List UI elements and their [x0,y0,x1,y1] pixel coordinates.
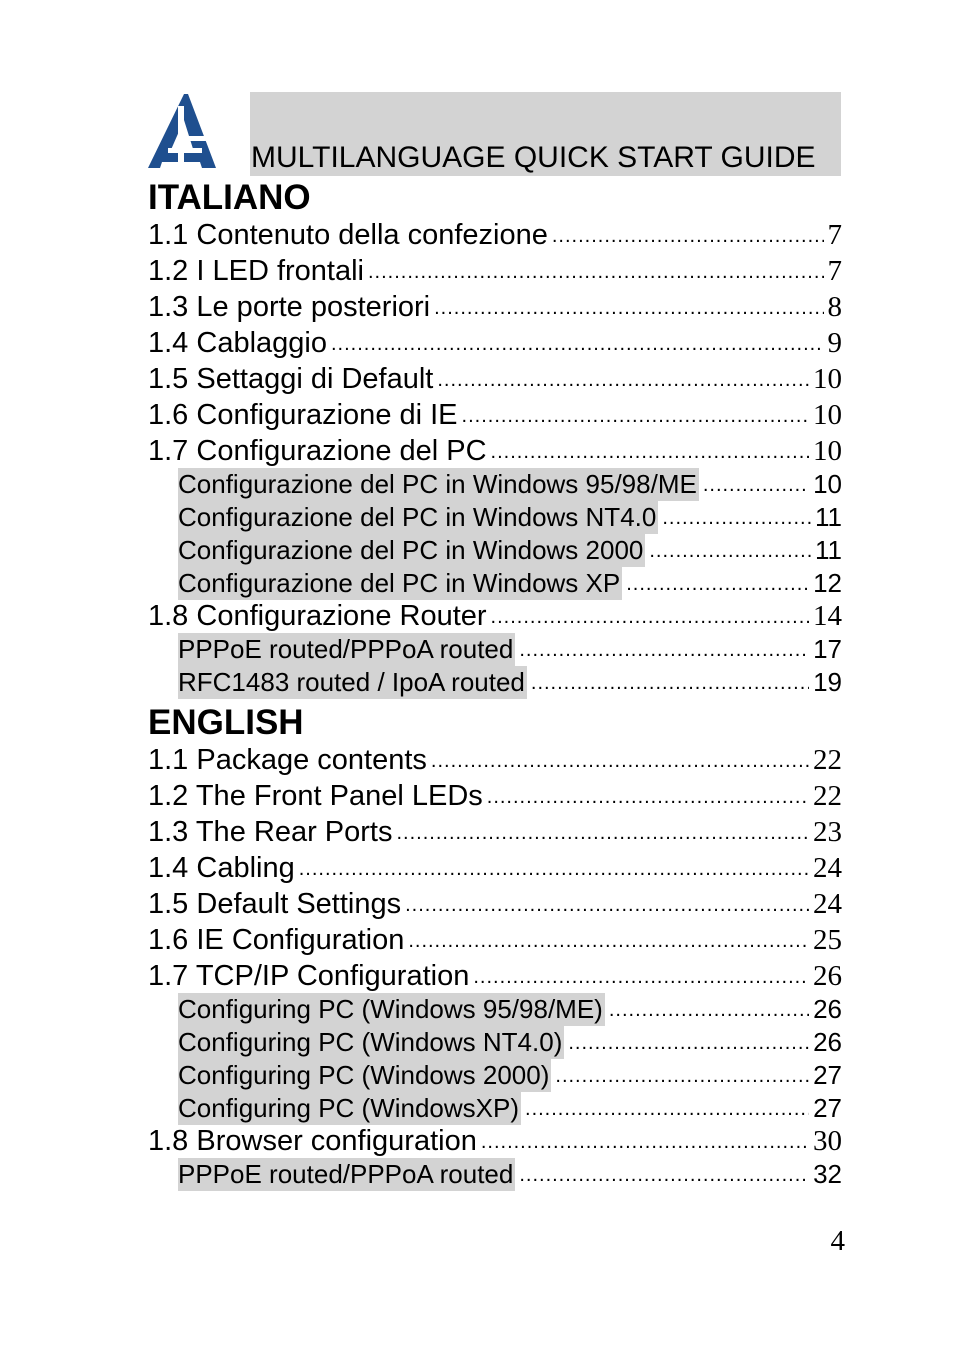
toc-dot-leader [473,958,809,994]
toc-entry [148,325,842,361]
toc-entry-label: RFC1483 routed / IpoA routed [178,667,525,697]
toc-entry [148,850,842,886]
toc-entry-label: Configuring PC (WindowsXP) [178,1093,520,1123]
toc-entry-page: 25 [813,924,842,956]
toc-entry-page: 10 [813,435,842,467]
toc-entry-label: Configurazione del PC in Windows XP [178,568,621,598]
toc-dot-leader [299,850,809,886]
toc-entry-label: 1.6 Configurazione di IE [148,399,458,431]
toc-entry-label: 1.7 Configurazione del PC [148,435,487,467]
toc-entry [178,1026,842,1059]
toc-entry [178,633,842,666]
toc-dot-leader [491,433,809,469]
toc-entry-page: 24 [813,852,842,884]
toc-entry-page: 27 [813,1060,842,1090]
toc-entry-page: 9 [827,327,842,359]
toc-entry [178,1158,842,1191]
page-number: 4 [830,1225,845,1257]
toc-entry-label: 1.1 Contenuto della confezione [148,219,548,251]
toc-entry-label: Configurazione del PC in Windows 2000 [178,535,644,565]
toc-entry-page: 14 [813,600,842,632]
toc-entry-page: 26 [813,960,842,992]
toc-entry-label: 1.3 The Rear Ports [148,816,393,848]
toc-entry-page: 11 [815,502,842,532]
toc-entry-page: 23 [813,816,842,848]
toc-entry-page: 26 [813,1027,842,1057]
toc-entry-page: 19 [813,667,842,697]
toc-entry-page: 24 [813,888,842,920]
toc-entry-label: Configuring PC (Windows 2000) [178,1060,550,1090]
toc-dot-leader [568,1026,809,1059]
toc-dot-leader [662,501,811,534]
toc-dot-leader [519,633,809,666]
toc-dot-leader [431,742,809,778]
toc-dot-leader [491,598,809,634]
toc-entry [148,598,842,634]
section-heading-english: ENGLISH [148,703,304,742]
toc-entry-page: 26 [813,994,842,1024]
toc-entry [148,886,842,922]
toc-entry-label: 1.8 Browser configuration [148,1125,477,1157]
toc-dot-leader [555,1059,809,1092]
toc-entry [148,1123,842,1159]
toc-dot-leader [552,217,824,253]
toc-dot-leader [487,778,809,814]
toc-dot-leader [331,325,824,361]
toc-entry [148,217,842,253]
toc-dot-leader [408,922,809,958]
toc-entry-page: 17 [813,634,842,664]
toc-entry-label: 1.6 IE Configuration [148,924,405,956]
toc-entry-page: 7 [827,219,842,251]
toc-entry-page: 30 [813,1125,842,1157]
toc-entry-label: 1.7 TCP/IP Configuration [148,960,470,992]
toc-entry-page: 27 [813,1093,842,1123]
toc-entry [148,361,842,397]
toc-entry [178,567,842,600]
toc-entry-label: 1.5 Default Settings [148,888,402,920]
toc-entry-page: 12 [813,568,842,598]
toc-entry [178,468,842,501]
toc-entry [148,922,842,958]
toc-entry [178,534,842,567]
toc-entry-page: 10 [813,469,842,499]
toc-entry-label: 1.2 I LED frontali [148,255,364,287]
toc-entry-label: PPPoE routed/PPPoA routed [178,1159,514,1189]
toc-entry [148,397,842,433]
toc-entry [148,958,842,994]
toc-entry-label: 1.8 Configurazione Router [148,600,487,632]
toc-entry-page: 22 [813,744,842,776]
toc-entry-label: 1.5 Settaggi di Default [148,363,434,395]
toc-entry [178,993,842,1026]
toc-entry [148,289,842,325]
toc-entry-label: PPPoE routed/PPPoA routed [178,634,514,664]
toc-dot-leader [437,361,809,397]
toc-dot-leader [609,993,809,1026]
toc-entry [148,742,842,778]
toc-dot-leader [396,814,809,850]
toc-entry-label: 1.1 Package contents [148,744,427,776]
toc-entry-page: 10 [813,363,842,395]
toc-entry-label: Configurazione del PC in Windows 95/98/ME [178,469,697,499]
toc-dot-leader [703,468,809,501]
toc-entry-label: Configuring PC (Windows NT4.0) [178,1027,563,1057]
toc-entry-label: 1.4 Cablaggio [148,327,327,359]
toc-dot-leader [519,1158,809,1191]
toc-entry-page: 8 [827,291,842,323]
toc-entry [178,1059,842,1092]
toc-dot-leader [626,567,809,600]
toc-dot-leader [434,289,823,325]
toc-entry [178,1092,842,1125]
toc-entry-page: 32 [813,1159,842,1189]
toc-entry [148,433,842,469]
toc-entry-label: 1.2 The Front Panel LEDs [148,780,483,812]
toc-dot-leader [531,666,809,699]
toc-dot-leader [368,253,824,289]
atlantis-logo-icon [148,92,218,170]
toc-entry-label: Configuring PC (Windows 95/98/ME) [178,994,603,1024]
toc-dot-leader [405,886,809,922]
toc-entry-label: 1.3 Le porte posteriori [148,291,431,323]
toc-dot-leader [525,1092,809,1125]
section-heading-italiano: ITALIANO [148,178,311,217]
toc-dot-leader [649,534,811,567]
toc-dot-leader [462,397,809,433]
toc-entry [148,778,842,814]
toc-entry [148,253,842,289]
toc-entry-page: 22 [813,780,842,812]
toc-entry-page: 11 [815,535,842,565]
toc-dot-leader [481,1123,809,1159]
page-title: MULTILANGUAGE QUICK START GUIDE [251,141,816,174]
toc-entry-label: Configurazione del PC in Windows NT4.0 [178,502,657,532]
toc-entry-page: 10 [813,399,842,431]
toc-entry-page: 7 [827,255,842,287]
toc-entry [178,501,842,534]
toc-entry [148,814,842,850]
toc-entry-label: 1.4 Cabling [148,852,295,884]
toc-entry [178,666,842,699]
